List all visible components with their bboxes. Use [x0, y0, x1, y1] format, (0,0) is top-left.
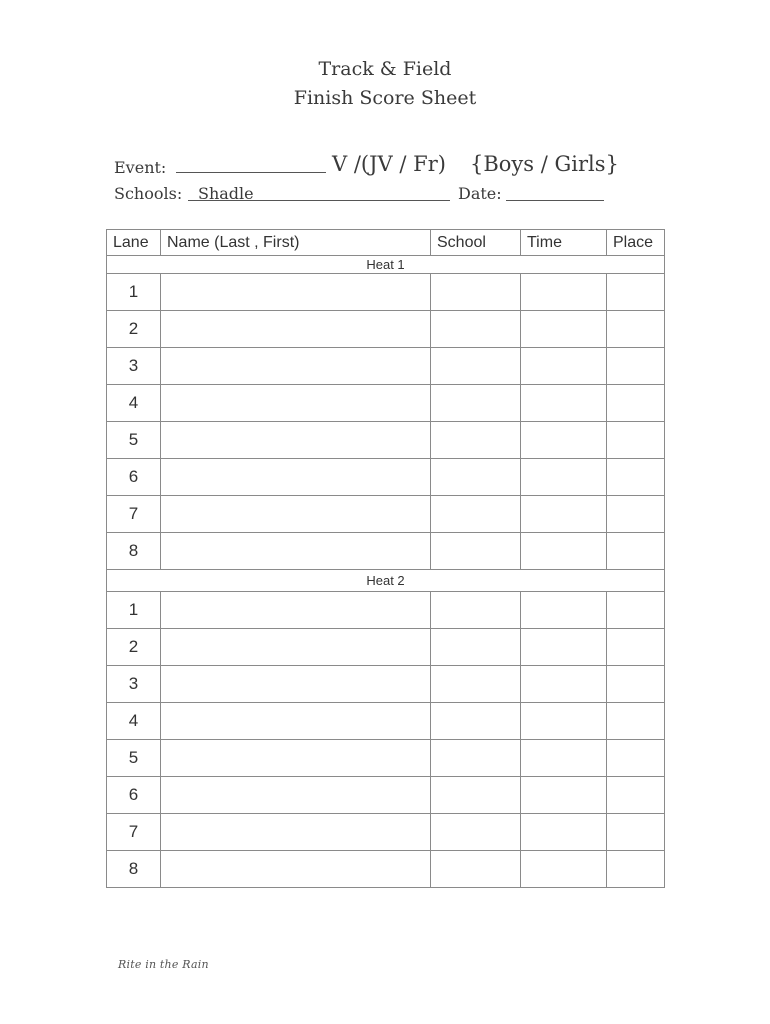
school-cell[interactable]: [431, 666, 521, 703]
table-row: [107, 274, 665, 311]
table-row: [107, 385, 665, 422]
time-cell[interactable]: [521, 385, 607, 422]
place-cell[interactable]: [607, 814, 665, 851]
table-row: [107, 311, 665, 348]
header-row: [107, 230, 665, 256]
school-cell[interactable]: [431, 851, 521, 888]
heat-row: [107, 570, 665, 592]
lane-number: 7: [107, 814, 161, 851]
time-cell[interactable]: [521, 703, 607, 740]
school-cell[interactable]: [431, 385, 521, 422]
table-row: [107, 851, 665, 888]
time-cell[interactable]: [521, 629, 607, 666]
sheet-title-line1: Track & Field: [318, 58, 452, 80]
gender-options: {Boys / Girls}: [470, 152, 619, 176]
school-cell[interactable]: [431, 814, 521, 851]
school-cell[interactable]: [431, 703, 521, 740]
col-header-time: Time: [521, 230, 607, 256]
school-cell[interactable]: [431, 274, 521, 311]
place-cell[interactable]: [607, 348, 665, 385]
table-row: [107, 629, 665, 666]
name-cell[interactable]: [161, 851, 431, 888]
place-cell[interactable]: [607, 459, 665, 496]
lane-number: 4: [107, 703, 161, 740]
place-cell[interactable]: [607, 777, 665, 814]
lane-number: 8: [107, 533, 161, 570]
place-cell[interactable]: [607, 385, 665, 422]
place-cell[interactable]: [607, 533, 665, 570]
school-cell[interactable]: [431, 533, 521, 570]
lane-number: 2: [107, 629, 161, 666]
heat-label: Heat 2: [107, 570, 665, 592]
time-cell[interactable]: [521, 496, 607, 533]
date-label: Date:: [458, 184, 502, 203]
date-blank[interactable]: [506, 200, 604, 201]
school-cell[interactable]: [431, 777, 521, 814]
table-row: [107, 422, 665, 459]
lane-number: 5: [107, 422, 161, 459]
lane-number: 1: [107, 592, 161, 629]
table-row: [107, 666, 665, 703]
heat-row: [107, 256, 665, 274]
time-cell[interactable]: [521, 851, 607, 888]
col-header-school: School: [431, 230, 521, 256]
lane-number: 5: [107, 740, 161, 777]
score-table: [106, 229, 665, 888]
name-cell[interactable]: [161, 740, 431, 777]
table-row: [107, 592, 665, 629]
level-options: V /(JV / Fr): [332, 152, 446, 176]
col-header-lane: Lane: [107, 230, 161, 256]
name-cell[interactable]: [161, 666, 431, 703]
table-row: [107, 348, 665, 385]
table-row: [107, 703, 665, 740]
time-cell[interactable]: [521, 814, 607, 851]
sheet-title-line2: Finish Score Sheet: [293, 87, 477, 109]
name-cell[interactable]: [161, 348, 431, 385]
brand-signature: Rite in the Rain: [118, 958, 209, 971]
lane-number: 1: [107, 274, 161, 311]
name-cell[interactable]: [161, 814, 431, 851]
table-row: [107, 814, 665, 851]
place-cell[interactable]: [607, 274, 665, 311]
time-cell[interactable]: [521, 459, 607, 496]
name-cell[interactable]: [161, 592, 431, 629]
table-row: [107, 459, 665, 496]
school-cell[interactable]: [431, 740, 521, 777]
school-cell[interactable]: [431, 496, 521, 533]
event-label: Event:: [114, 158, 167, 177]
schools-label: Schools:: [114, 184, 183, 203]
lane-number: 2: [107, 311, 161, 348]
lane-number: 8: [107, 851, 161, 888]
place-cell[interactable]: [607, 703, 665, 740]
name-cell[interactable]: [161, 385, 431, 422]
place-cell[interactable]: [607, 740, 665, 777]
school-cell[interactable]: [431, 348, 521, 385]
name-cell[interactable]: [161, 422, 431, 459]
name-cell[interactable]: [161, 777, 431, 814]
place-cell[interactable]: [607, 666, 665, 703]
time-cell[interactable]: [521, 533, 607, 570]
time-cell[interactable]: [521, 422, 607, 459]
school-cell[interactable]: [431, 422, 521, 459]
place-cell[interactable]: [607, 422, 665, 459]
time-cell[interactable]: [521, 311, 607, 348]
name-cell[interactable]: [161, 703, 431, 740]
place-cell[interactable]: [607, 592, 665, 629]
table-row: [107, 740, 665, 777]
lane-number: 3: [107, 348, 161, 385]
school-cell[interactable]: [431, 311, 521, 348]
lane-number: 7: [107, 496, 161, 533]
name-cell[interactable]: [161, 496, 431, 533]
school-cell[interactable]: [431, 629, 521, 666]
place-cell[interactable]: [607, 311, 665, 348]
school-cell[interactable]: [431, 592, 521, 629]
lane-number: 6: [107, 777, 161, 814]
name-cell[interactable]: [161, 629, 431, 666]
place-cell[interactable]: [607, 629, 665, 666]
col-header-place: Place: [607, 230, 665, 256]
event-blank[interactable]: [176, 172, 326, 173]
time-cell[interactable]: [521, 592, 607, 629]
schools-value: Shadle: [198, 184, 254, 203]
lane-number: 3: [107, 666, 161, 703]
name-cell[interactable]: [161, 459, 431, 496]
table-row: [107, 496, 665, 533]
table-row: [107, 777, 665, 814]
heat-label: Heat 1: [107, 256, 665, 274]
col-header-name: Name (Last , First): [161, 230, 431, 256]
name-cell[interactable]: [161, 274, 431, 311]
lane-number: 4: [107, 385, 161, 422]
time-cell[interactable]: [521, 666, 607, 703]
school-cell[interactable]: [431, 459, 521, 496]
time-cell[interactable]: [521, 740, 607, 777]
place-cell[interactable]: [607, 496, 665, 533]
time-cell[interactable]: [521, 348, 607, 385]
lane-number: 6: [107, 459, 161, 496]
time-cell[interactable]: [521, 274, 607, 311]
place-cell[interactable]: [607, 851, 665, 888]
table-row: [107, 533, 665, 570]
name-cell[interactable]: [161, 533, 431, 570]
name-cell[interactable]: [161, 311, 431, 348]
time-cell[interactable]: [521, 777, 607, 814]
